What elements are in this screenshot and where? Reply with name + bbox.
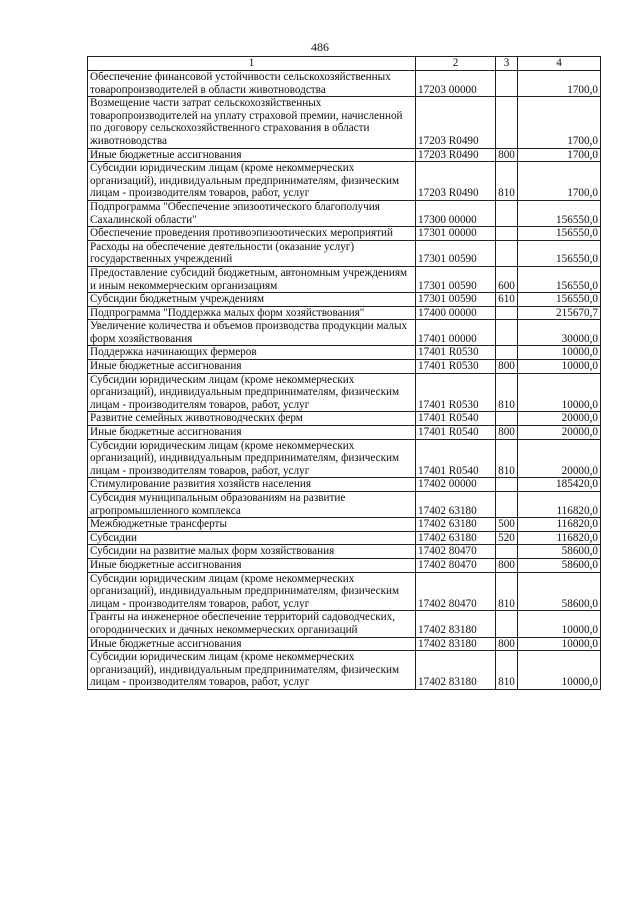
row-name: Возмещение части затрат сельскохозяйственных товаропроизводителей на уплату страховой премии, начисленной по договору сельскохозяйственного страхования в области животноводства xyxy=(88,97,416,148)
row-name: Поддержка начинающих фермеров xyxy=(88,346,416,360)
row-name: Расходы на обеспечение деятельности (оказание услуг) государственных учреждений xyxy=(88,240,416,266)
table-row xyxy=(88,492,601,518)
row-name: Стимулирование развития хозяйств населения xyxy=(88,478,416,492)
row-amount: 58600,0 xyxy=(518,545,601,559)
row-code: 17203 R0490 xyxy=(416,97,496,148)
row-amount: 58600,0 xyxy=(518,558,601,572)
row-amount: 10000,0 xyxy=(518,651,601,690)
row-code: 17402 00000 xyxy=(416,478,496,492)
table-row xyxy=(88,637,601,651)
table-row xyxy=(88,266,601,292)
row-amount: 10000,0 xyxy=(518,611,601,637)
row-code: 17203 00000 xyxy=(416,71,496,97)
row-code: 17301 00590 xyxy=(416,240,496,266)
row-expense-type xyxy=(496,97,518,148)
table-row xyxy=(88,531,601,545)
row-expense-type: 610 xyxy=(496,293,518,307)
row-name: Иные бюджетные ассигнования xyxy=(88,360,416,374)
row-name: Подпрограмма "Обеспечение эпизоотического благополучия Сахалинской области" xyxy=(88,200,416,226)
row-expense-type xyxy=(496,545,518,559)
row-code: 17203 R0490 xyxy=(416,148,496,162)
row-code: 17401 R0540 xyxy=(416,426,496,440)
row-name: Межбюджетные трансферты xyxy=(88,518,416,532)
row-expense-type xyxy=(496,412,518,426)
row-amount: 58600,0 xyxy=(518,572,601,611)
row-code: 17400 00000 xyxy=(416,306,496,320)
row-expense-type xyxy=(496,240,518,266)
row-amount: 20000,0 xyxy=(518,412,601,426)
row-amount: 116820,0 xyxy=(518,518,601,532)
row-code: 17401 00000 xyxy=(416,320,496,346)
table-row xyxy=(88,71,601,97)
table-body xyxy=(88,71,601,690)
row-name: Иные бюджетные ассигнования xyxy=(88,637,416,651)
row-amount: 10000,0 xyxy=(518,346,601,360)
row-name: Субсидия муниципальным образованиям на развитие агропромышленного комплекса xyxy=(88,492,416,518)
row-code: 17402 83180 xyxy=(416,637,496,651)
row-code: 17401 R0540 xyxy=(416,439,496,478)
table-row xyxy=(88,200,601,226)
row-amount: 116820,0 xyxy=(518,531,601,545)
row-code: 17402 63180 xyxy=(416,531,496,545)
row-amount: 1700,0 xyxy=(518,148,601,162)
budget-table xyxy=(87,56,601,690)
row-name: Гранты на инженерное обеспечение территорий садоводческих, огороднических и дачных некоммерческих организаций xyxy=(88,611,416,637)
row-amount: 156550,0 xyxy=(518,266,601,292)
row-amount: 116820,0 xyxy=(518,492,601,518)
table-row xyxy=(88,293,601,307)
table-row xyxy=(88,518,601,532)
row-name: Подпрограмма "Поддержка малых форм хозяйствования" xyxy=(88,306,416,320)
table-row xyxy=(88,346,601,360)
row-expense-type xyxy=(496,478,518,492)
row-code: 17402 80470 xyxy=(416,558,496,572)
row-code: 17402 63180 xyxy=(416,492,496,518)
row-code: 17401 R0540 xyxy=(416,412,496,426)
row-amount: 156550,0 xyxy=(518,293,601,307)
row-name: Субсидии юридическим лицам (кроме некоммерческих организаций), индивидуальным предпринимателям, физическим лицам - производителям товаров, работ, услуг xyxy=(88,162,416,201)
table-row xyxy=(88,148,601,162)
header-col-3: 3 xyxy=(496,57,518,71)
row-expense-type: 810 xyxy=(496,373,518,412)
row-expense-type: 520 xyxy=(496,531,518,545)
table-row xyxy=(88,478,601,492)
row-expense-type: 810 xyxy=(496,162,518,201)
table-row xyxy=(88,162,601,201)
table-row xyxy=(88,611,601,637)
row-amount: 1700,0 xyxy=(518,97,601,148)
row-expense-type xyxy=(496,306,518,320)
row-name: Субсидии юридическим лицам (кроме некоммерческих организаций), индивидуальным предпринимателям, физическим лицам - производителям товаров, работ, услуг xyxy=(88,572,416,611)
header-col-1: 1 xyxy=(88,57,416,71)
table-header-row xyxy=(88,57,601,71)
row-amount: 185420,0 xyxy=(518,478,601,492)
table-row xyxy=(88,439,601,478)
row-expense-type: 800 xyxy=(496,148,518,162)
row-amount: 20000,0 xyxy=(518,426,601,440)
row-amount: 215670,7 xyxy=(518,306,601,320)
row-amount: 10000,0 xyxy=(518,373,601,412)
row-code: 17402 80470 xyxy=(416,545,496,559)
row-code: 17401 R0530 xyxy=(416,373,496,412)
row-name: Увеличение количества и объемов производства продукции малых форм хозяйствования xyxy=(88,320,416,346)
row-name: Субсидии юридическим лицам (кроме некоммерческих организаций), индивидуальным предпринимателям, физическим лицам - производителям товаров, работ, услуг xyxy=(88,439,416,478)
page-number: 486 xyxy=(311,40,329,54)
row-name: Субсидии бюджетным учреждениям xyxy=(88,293,416,307)
row-amount: 1700,0 xyxy=(518,162,601,201)
row-code: 17203 R0490 xyxy=(416,162,496,201)
table-row xyxy=(88,320,601,346)
table-row xyxy=(88,558,601,572)
row-expense-type: 810 xyxy=(496,651,518,690)
table-row xyxy=(88,240,601,266)
row-code: 17301 00590 xyxy=(416,266,496,292)
row-amount: 20000,0 xyxy=(518,439,601,478)
row-expense-type: 810 xyxy=(496,439,518,478)
row-name: Обеспечение проведения противоэпизоотических мероприятий xyxy=(88,227,416,241)
table-row xyxy=(88,306,601,320)
row-amount: 10000,0 xyxy=(518,637,601,651)
row-code: 17301 00000 xyxy=(416,227,496,241)
header-col-4: 4 xyxy=(518,57,601,71)
table-row xyxy=(88,572,601,611)
row-expense-type: 800 xyxy=(496,558,518,572)
row-expense-type: 810 xyxy=(496,572,518,611)
table-row xyxy=(88,360,601,374)
row-amount: 156550,0 xyxy=(518,200,601,226)
row-amount: 156550,0 xyxy=(518,240,601,266)
row-code: 17402 83180 xyxy=(416,651,496,690)
table-row xyxy=(88,426,601,440)
row-name: Иные бюджетные ассигнования xyxy=(88,148,416,162)
row-amount: 30000,0 xyxy=(518,320,601,346)
row-expense-type xyxy=(496,200,518,226)
header-col-2: 2 xyxy=(416,57,496,71)
row-amount: 10000,0 xyxy=(518,360,601,374)
row-expense-type xyxy=(496,492,518,518)
row-name: Предоставление субсидий бюджетным, автономным учреждениям и иным некоммерческим организациям xyxy=(88,266,416,292)
row-code: 17402 83180 xyxy=(416,611,496,637)
table-row xyxy=(88,373,601,412)
row-code: 17300 00000 xyxy=(416,200,496,226)
table-row xyxy=(88,227,601,241)
row-amount: 1700,0 xyxy=(518,71,601,97)
row-expense-type: 800 xyxy=(496,637,518,651)
row-expense-type: 800 xyxy=(496,426,518,440)
row-expense-type xyxy=(496,71,518,97)
table-row xyxy=(88,412,601,426)
row-expense-type xyxy=(496,227,518,241)
row-expense-type xyxy=(496,320,518,346)
row-code: 17301 00590 xyxy=(416,293,496,307)
row-name: Субсидии юридическим лицам (кроме некоммерческих организаций), индивидуальным предпринимателям, физическим лицам - производителям товаров, работ, услуг xyxy=(88,651,416,690)
row-name: Субсидии на развитие малых форм хозяйствования xyxy=(88,545,416,559)
table-row xyxy=(88,545,601,559)
row-expense-type: 600 xyxy=(496,266,518,292)
row-code: 17401 R0530 xyxy=(416,346,496,360)
table-row xyxy=(88,97,601,148)
row-expense-type xyxy=(496,611,518,637)
row-name: Субсидии xyxy=(88,531,416,545)
row-amount: 156550,0 xyxy=(518,227,601,241)
row-name: Субсидии юридическим лицам (кроме некоммерческих организаций), индивидуальным предпринимателям, физическим лицам - производителям товаров, работ, услуг xyxy=(88,373,416,412)
row-code: 17401 R0530 xyxy=(416,360,496,374)
row-name: Иные бюджетные ассигнования xyxy=(88,426,416,440)
row-expense-type xyxy=(496,346,518,360)
row-name: Обеспечение финансовой устойчивости сельскохозяйственных товаропроизводителей в области животноводства xyxy=(88,71,416,97)
row-code: 17402 63180 xyxy=(416,518,496,532)
row-expense-type: 500 xyxy=(496,518,518,532)
table-row xyxy=(88,651,601,690)
row-code: 17402 80470 xyxy=(416,572,496,611)
row-expense-type: 800 xyxy=(496,360,518,374)
row-name: Иные бюджетные ассигнования xyxy=(88,558,416,572)
row-name: Развитие семейных животноводческих ферм xyxy=(88,412,416,426)
